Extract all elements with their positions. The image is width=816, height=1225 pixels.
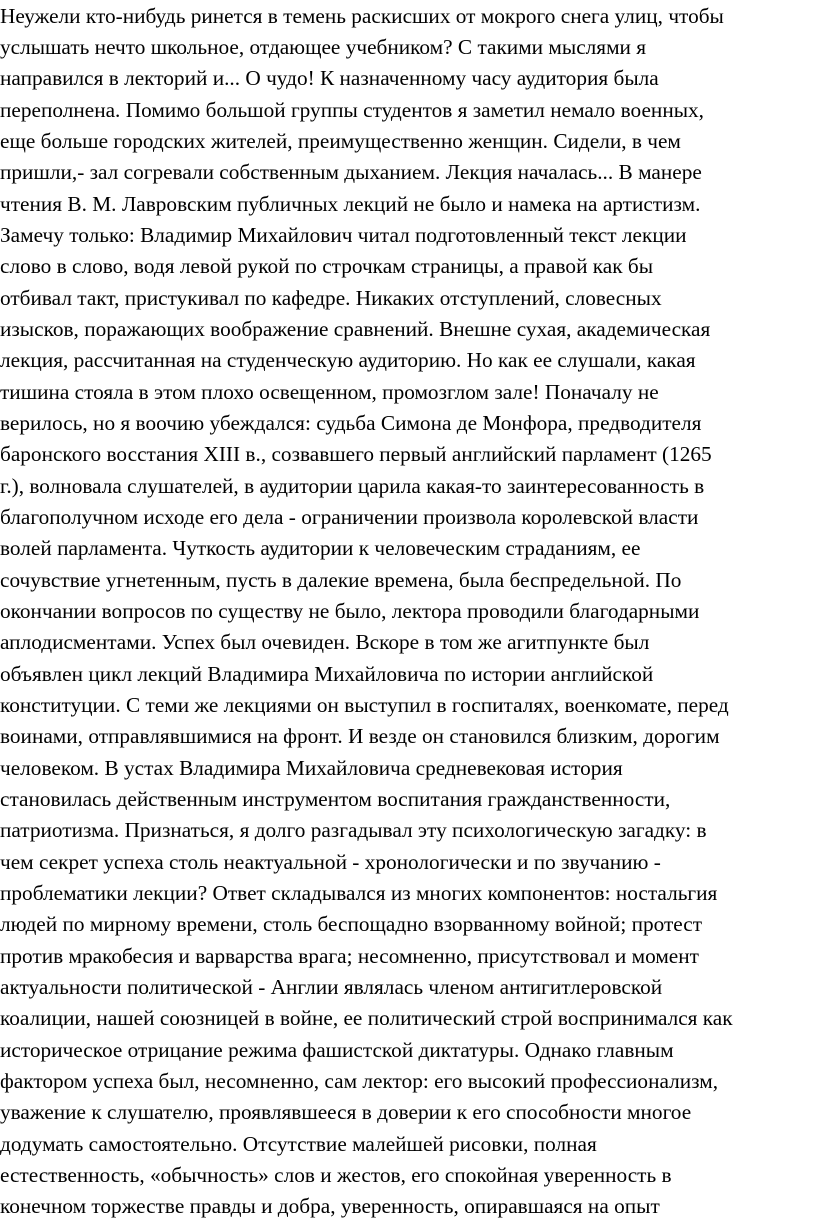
text-line: чтения В. М. Лавровским публичных лекций не было и намека на артистизм. xyxy=(0,192,701,216)
text-line: благополучном исходе его дела - ограничении произвола королевской власти xyxy=(0,505,699,529)
text-line: слово в слово, водя левой рукой по строчкам страницы, а правой как бы xyxy=(0,254,654,278)
text-line: уважение к слушателю, проявлявшееся в доверии к его способности многое xyxy=(0,1100,692,1124)
text-line: аплодисментами. Успех был очевиден. Вскоре в том же агитпункте был xyxy=(0,630,650,654)
text-line: переполнена. Помимо большой группы студентов я заметил немало военных, xyxy=(0,98,704,122)
text-line: коалиции, нашей союзницей в войне, ее политический строй воспринимался как xyxy=(0,1006,733,1030)
text-line: проблематики лекции? Ответ складывался из многих компонентов: ностальгия xyxy=(0,881,718,905)
text-line: естественность, «обычность» слов и жестов, его спокойная уверенность в xyxy=(0,1163,672,1187)
text-line: верилось, но я воочию убеждался: судьба Симона де Монфора, предводителя xyxy=(0,411,702,435)
text-line: человеком. В устах Владимира Михайловича средневековая история xyxy=(0,756,623,780)
text-line: конституции. С теми же лекциями он выступил в госпиталях, военкомате, перед xyxy=(0,693,729,717)
text-line: еще больше городских жителей, преимущественно женщин. Сидели, в чем xyxy=(0,129,681,153)
text-line: патриотизма. Признаться, я долго разгадывал эту психологическую загадку: в xyxy=(0,818,707,842)
text-line: волей парламента. Чуткость аудитории к человеческим страданиям, ее xyxy=(0,536,641,560)
text-line: сочувствие угнетенным, пусть в далекие времена, была беспредельной. По xyxy=(0,568,682,592)
text-line: тишина стояла в этом плохо освещенном, промозглом зале! Поначалу не xyxy=(0,380,659,404)
text-line: воинами, отправлявшимися на фронт. И везде он становился близким, дорогим xyxy=(0,724,720,748)
text-line: объявлен цикл лекций Владимира Михайловича по истории английской xyxy=(0,662,654,686)
text-line: додумать самостоятельно. Отсутствие малейшей рисовки, полная xyxy=(0,1132,597,1156)
text-line: против мракобесия и варварства врага; несомненно, присутствовал и момент xyxy=(0,944,699,968)
text-line: услышать нечто школьное, отдающее учебником? С такими мыслями я xyxy=(0,35,647,59)
text-line: историческое отрицание режима фашистской диктатуры. Однако главным xyxy=(0,1038,674,1062)
text-line: лекция, рассчитанная на студенческую аудиторию. Но как ее слушали, какая xyxy=(0,348,696,372)
text-line: Замечу только: Владимир Михайлович читал подготовленный текст лекции xyxy=(0,223,687,247)
text-line: отбивал такт, пристукивал по кафедре. Никаких отступлений, словесных xyxy=(0,286,662,310)
text-line: актуальности политической - Англии являлась членом антигитлеровской xyxy=(0,975,663,999)
text-line: изысков, поражающих воображение сравнений. Внешне сухая, академическая xyxy=(0,317,711,341)
text-line: конечном торжестве правды и добра, уверенность, опиравшаяся на опыт xyxy=(0,1194,660,1218)
text-line: Неужели кто-нибудь ринется в темень раскисших от мокрого снега улиц, чтобы xyxy=(0,4,724,28)
text-line: пришли,- зал согревали собственным дыханием. Лекция началась... В манере xyxy=(0,160,702,184)
text-line: чем секрет успеха столь неактуальной - хронологически и по звучанию - xyxy=(0,850,661,874)
text-line: направился в лекторий и... О чудо! К назначенному часу аудитория была xyxy=(0,66,659,90)
text-line: фактором успеха был, несомненно, сам лектор: его высокий профессионализм, xyxy=(0,1069,719,1093)
text-line: становилась действенным инструментом воспитания гражданственности, xyxy=(0,787,671,811)
text-line: г.), волновала слушателей, в аудитории царила какая-то заинтересованность в xyxy=(0,474,705,498)
text-line: окончании вопросов по существу не было, лектора проводили благодарными xyxy=(0,599,700,623)
text-line: людей по мирному времени, столь беспощадно взорванному войной; протест xyxy=(0,912,703,936)
text-line: баронского восстания XIII в., созвавшего первый английский парламент (1265 xyxy=(0,442,712,466)
